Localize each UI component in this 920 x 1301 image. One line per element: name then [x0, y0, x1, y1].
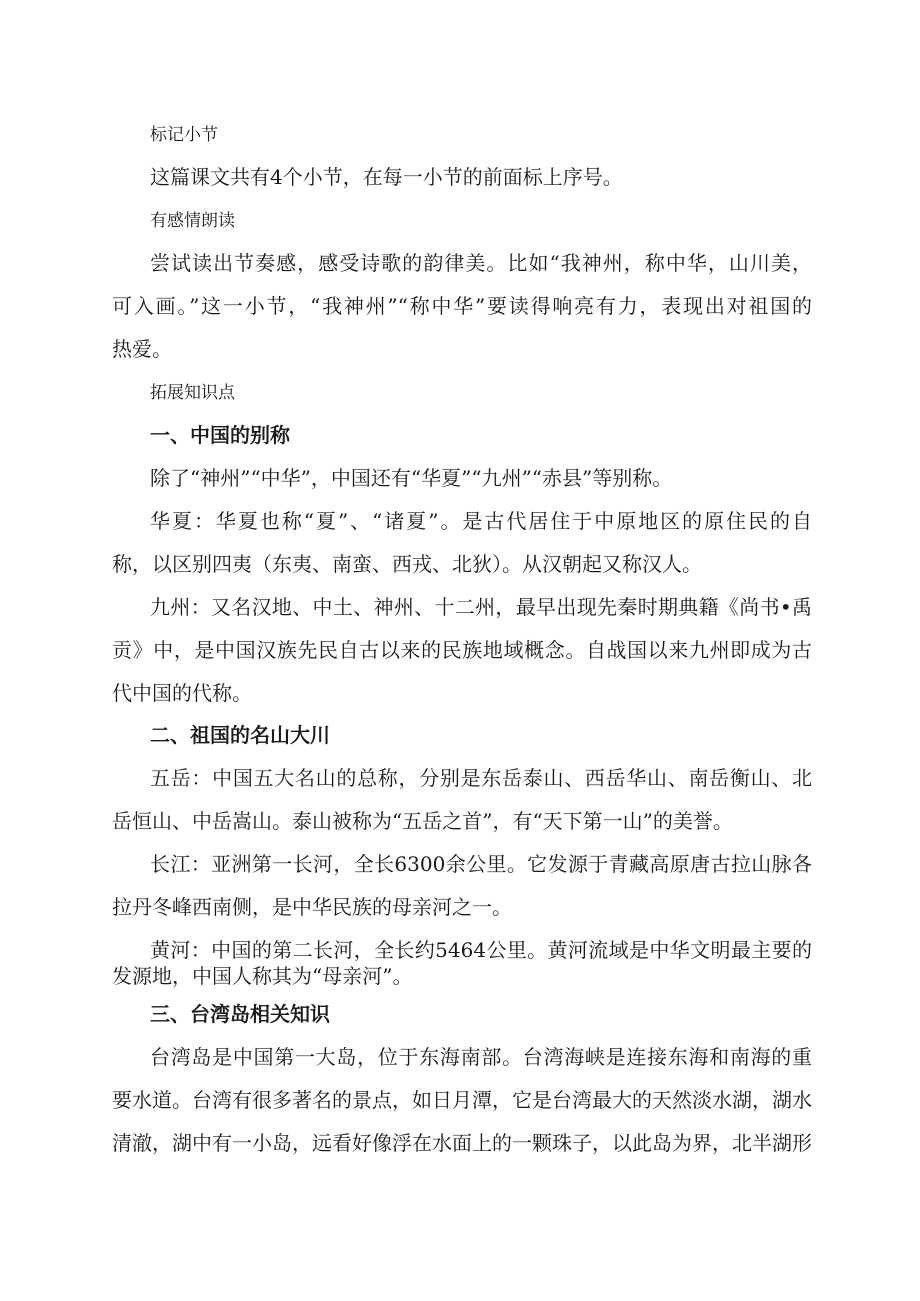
- wuyue-line-1: 五岳：中国五大名山的总称，分别是东岳泰山、西岳华山、南岳衡山、北: [150, 766, 812, 790]
- jiuzhou-line-1: 九州：又名汉地、中土、神州、十二州，最早出现先秦时期典籍《尚书•禹: [150, 595, 812, 619]
- taiwan-line-3: 清澈，湖中有一小岛，远看好像浮在水面上的一颗珠子，以此岛为界，北半湖形: [112, 1131, 812, 1155]
- read-aloud-paragraph-line-3: 热爱。: [112, 337, 172, 361]
- changjiang-line-2: 拉丹冬峰西南侧，是中华民族的母亲河之一。: [112, 895, 512, 919]
- huanghe-line-2: 发源地，中国人称其为“母亲河”。: [112, 964, 413, 988]
- section-heading-mountains-rivers: 二、祖国的名山大川: [150, 723, 330, 747]
- jiuzhou-line-3: 代中国的代称。: [112, 681, 252, 705]
- section-heading-aliases: 一、中国的别称: [150, 423, 290, 447]
- taiwan-line-1: 台湾岛是中国第一大岛，位于东海南部。台湾海峡是连接东海和南海的重: [150, 1045, 812, 1069]
- read-aloud-paragraph-line-1: 尝试读出节奏感，感受诗歌的韵律美。比如“我神州，称中华，山川美，: [150, 251, 812, 275]
- taiwan-line-2: 要水道。台湾有很多著名的景点，如日月潭，它是台湾最大的天然淡水湖，湖水: [112, 1088, 812, 1112]
- jiuzhou-line-2: 贡》中，是中国汉族先民自古以来的民族地域概念。自战国以来九州即成为古: [112, 638, 812, 662]
- huaxia-line-1: 华夏：华夏也称“夏”、“诸夏”。是古代居住于中原地区的原住民的自: [150, 509, 812, 533]
- read-aloud-label: 有感情朗读: [150, 211, 235, 231]
- changjiang-line-1: 长江：亚洲第一长河，全长6300余公里。它发源于青藏高原唐古拉山脉各: [150, 852, 812, 876]
- section-heading-taiwan: 三、台湾岛相关知识: [150, 1002, 330, 1026]
- mark-sections-label: 标记小节: [150, 125, 218, 145]
- expand-knowledge-label: 拓展知识点: [150, 383, 235, 403]
- wuyue-line-2: 岳恒山、中岳嵩山。泰山被称为“五岳之首”，有“天下第一山”的美誉。: [112, 809, 733, 833]
- huanghe-line-1: 黄河：中国的第二长河，全长约5464公里。黄河流域是中华文明最主要的: [150, 938, 812, 962]
- huaxia-line-2: 称，以区别四夷（东夷、南蛮、西戎、北狄）。从汉朝起又称汉人。: [112, 552, 702, 576]
- aliases-intro: 除了“神州”“中华”，中国还有“华夏”“九州”“赤县”等别称。: [150, 466, 673, 490]
- mark-sections-desc: 这篇课文共有4个小节，在每一小节的前面标上序号。: [150, 165, 623, 189]
- read-aloud-paragraph-line-2: 可入画。”这一小节，“我神州”“称中华”要读得响亮有力，表现出对祖国的: [112, 294, 812, 318]
